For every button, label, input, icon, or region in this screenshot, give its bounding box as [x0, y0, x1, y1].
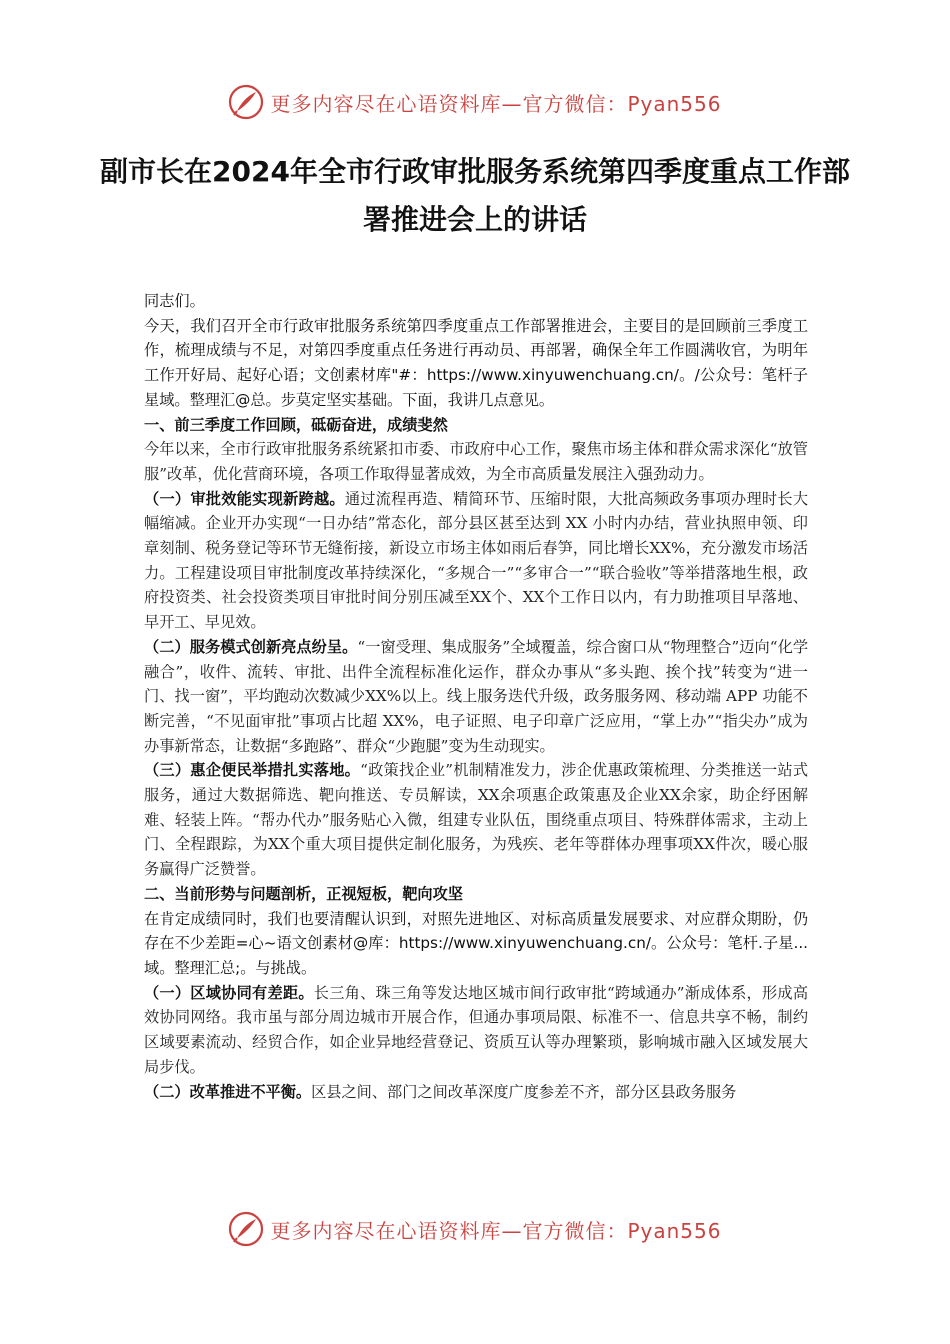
banner-text: 更多内容尽在心语资料库—官方微信：Pyan556	[270, 1218, 722, 1243]
quill-pen-logo-icon	[228, 84, 264, 120]
item-text: “一窗受理、集成服务”全域覆盖，综合窗口从“物理整合”迈向“化学融合”，收件、流转、审批、出件全流程标准化运作，群众办事从“多头跑、挨个找”转变为“进一门、找一窗”，平均跑动次数减少XX%以上。线上服务迭代升级，政务服务网、移动端 APP 功能不断完善，“不见面审批”事项占比超 XX%，电子证照、电子印章广泛应用，“掌上办”“指尖办”成为办事新常态，让数据“多跑路”、群众“少跑腿”变为生动现实。	[144, 637, 809, 755]
list-item	[144, 487, 808, 635]
banner-text: 更多内容尽在心语资料库—官方微信：Pyan556	[270, 91, 722, 116]
section-heading-1: 一、前三季度工作回顾，砥砺奋进，成绩斐然	[144, 415, 448, 434]
section-heading-2: 二、当前形势与问题剖析，正视短板，靶向攻坚	[144, 884, 463, 903]
item-text: 长三角、珠三角等发达地区城市间行政审批“跨域通办”渐成体系，形成高效协同网络。我市虽与部分周边城市开展合作，但通办事项局限、标准不一、信息共享不畅，制约区域要素流动、经贸合作，如企业异地经营登记、资质互认等办理繁琐，影响城市融入区域发展大局步伐。	[144, 983, 809, 1076]
list-item	[144, 1080, 808, 1105]
item-lead: （二）服务模式创新亮点纷呈。	[144, 637, 358, 656]
document-title: 副市长在2024年全市行政审批服务系统第四季度重点工作部署推进会上的讲话	[100, 155, 850, 236]
list-item	[144, 758, 808, 882]
document-body	[144, 289, 808, 1104]
list-item	[144, 981, 808, 1080]
section-paragraph-1: 今年以来，全市行政审批服务系统紧扣市委、市政府中心工作，聚焦市场主体和群众需求深化“放管服”改革，优化营商环境，各项工作取得显著成效，为全市高质量发展注入强劲动力。	[144, 440, 808, 483]
item-lead: （二）改革推进不平衡。	[144, 1082, 312, 1101]
salutation: 同志们。	[144, 292, 205, 310]
section-paragraph-2: 在肯定成绩同时，我们也要清醒认识到，对照先进地区、对标高质量发展要求、对应群众期盼，仍存在不少差距=心~语文创素材@库：https://www.xinyuwenchuang.cn/。公众号：笔杆.子星...域。整理汇总;。与挑战。	[144, 909, 808, 977]
item-text: “政策找企业”机制精准发力，涉企优惠政策梳理、分类推送一站式服务，通过大数据筛选、靶向推送、专员解读，XX余项惠企政策惠及企业XX余家，助企纾困解难、轻装上阵。“帮办代办”服务贴心入微，组建专业队伍，围绕重点项目、特殊群体需求，主动上门、全程跟踪，为XX个重大项目提供定制化服务，为残疾、老年等群体办理事项XX件次，暖心服务赢得广泛赞誉。	[144, 761, 809, 879]
list-item	[144, 635, 808, 759]
footer-banner	[0, 1207, 950, 1251]
header-banner	[0, 80, 950, 124]
item-text: 通过流程再造、精简环节、压缩时限，大批高频政务事项办理时长大幅缩减。企业开办实现“一日办结”常态化，部分县区甚至达到 XX 小时内办结，营业执照申领、印章刻制、税务登记等环节无缝衔接，新设立市场主体如雨后春笋，同比增长XX%，充分激发市场活力。工程建设项目审批制度改革持续深化，“多规合一”“多审合一”“联合验收”等举措落地生根，政府投资类、社会投资类项目审批时间分别压减至XX个、XX个工作日以内，有力助推项目早落地、早开工、早见效。	[144, 489, 809, 632]
item-text: 区县之间、部门之间改革深度广度参差不齐，部分区县政务服务	[311, 1082, 737, 1101]
intro-paragraph: 今天，我们召开全市行政审批服务系统第四季度重点工作部署推进会，主要目的是回顾前三季度工作，梳理成绩与不足，对第四季度重点任务进行再动员、再部署，确保全年工作圆满收官，为明年工作开好局、起好心语；文创素材库"#：https://www.xinyuwenchuang.cn/。/公众号：笔杆子星域。整理汇@总。步莫定坚实基础。下面，我讲几点意见。	[144, 316, 808, 409]
quill-pen-logo-icon	[228, 1211, 264, 1247]
item-lead: （一）审批效能实现新跨越。	[144, 489, 345, 508]
item-lead: （三）惠企便民举措扎实落地。	[144, 761, 361, 780]
item-lead: （一）区域协同有差距。	[144, 983, 314, 1002]
